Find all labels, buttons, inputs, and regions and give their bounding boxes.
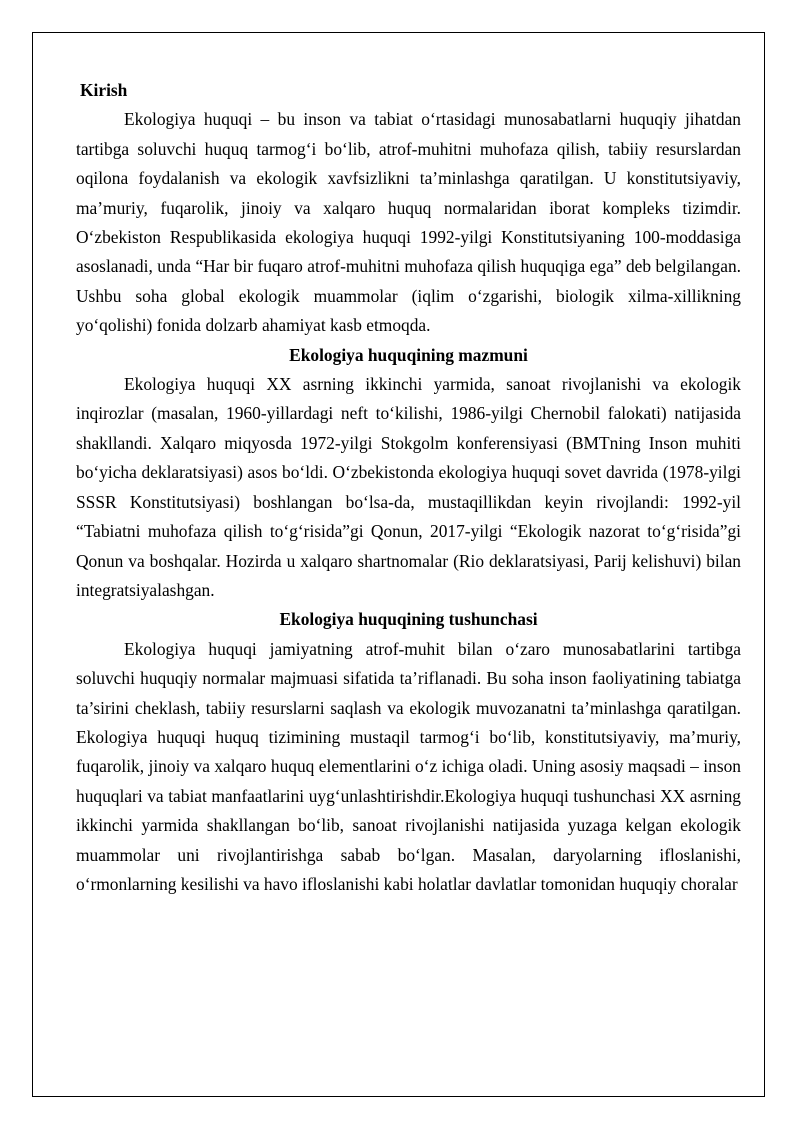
section-paragraph-tushunchasi: Ekologiya huquqi jamiyatning atrof-muhit bilan o‘zaro munosabatlarini tartibga soluvchi huquqiy normalar majmuasi sifatida ta’riflanadi. Bu soha inson faoliyatining tabiatga ta’sirini cheklash, tabiiy resurslarni saqlash va ekologik muvozanatni ta’minlashga qaratilgan. Ekologiya huquqi huquq tizimining mustaqil tarmog‘i bo‘lib, konstitutsiyaviy, ma’muriy, fuqarolik, jinoiy va xalqaro huquq elementlarini o‘z ichiga oladi. Uning asosiy maqsadi – inson huquqlari va tabiat manfaatlarini uyg‘unlashtirishdir.Ekologiya huquqi tushunchasi XX asrning ikkinchi yarmida shakllangan bo‘lib, sanoat rivojlanishi natijasida yuzaga kelgan ekologik muammolar uni rivojlantirishga sabab bo‘lgan. Masalan, daryolarning ifloslanishi, o‘rmonlarning kesilishi va havo ifloslanishi kabi holatlar davlatlar tomonidan huquqiy choralar xyxy=(76,638,741,894)
document-body xyxy=(76,76,741,899)
section-paragraph-kirish: Ekologiya huquqi – bu inson va tabiat o‘rtasidagi munosabatlarni huquqiy jihatdan tartibga soluvchi huquq tarmog‘i bo‘lib, atrof-muhitni muhofaza qilish, tabiiy resurslardan oqilona foydalanish va ekologik xavfsizlikni ta’minlashga qaratilgan. U konstitutsiyaviy, ma’muriy, fuqarolik, jinoiy va xalqaro huquq normalaridan iborat kompleks tizimdir. O‘zbekiston Respublikasida ekologiya huquqi 1992-yilgi Konstitutsiyaning 100-moddasiga asoslanadi, unda “Har bir fuqaro atrof-muhitni muhofaza qilish huquqiga ega” deb belgilangan. Ushbu soha global ekologik muammolar (iqlim o‘zgarishi, biologik xilma-xillikning yo‘qolishi) fonida dolzarb ahamiyat kasb etmoqda. xyxy=(76,109,741,336)
section-heading-mazmuni: Ekologiya huquqining mazmuni xyxy=(289,344,528,365)
section-paragraph-mazmuni: Ekologiya huquqi XX asrning ikkinchi yarmida, sanoat rivojlanishi va ekologik inqirozlar (masalan, 1960-yillardagi neft to‘kilishi, 1986-yilgi Chernobil falokati) natijasida shakllandi. Xalqaro miqyosda 1972-yilgi Stokgolm konferensiyasi (BMTning Inson muhiti bo‘yicha deklaratsiyasi) asos bo‘ldi. O‘zbekistonda ekologiya huquqi sovet davrida (1978-yilgi SSSR Konstitutsiyasi) boshlangan bo‘lsa-da, mustaqillikdan keyin rivojlandi: 1992-yil “Tabiatni muhofaza qilish to‘g‘risida”gi Qonun, 2017-yilgi “Ekologik nazorat to‘g‘risida”gi Qonun va boshqalar. Hozirda u xalqaro shartnomalar (Rio deklaratsiyasi, Parij kelishuvi) bilan integratsiyalashgan. xyxy=(76,374,741,600)
section-heading-kirish: Kirish xyxy=(80,80,128,100)
section-heading-tushunchasi: Ekologiya huquqining tushunchasi xyxy=(279,609,538,630)
